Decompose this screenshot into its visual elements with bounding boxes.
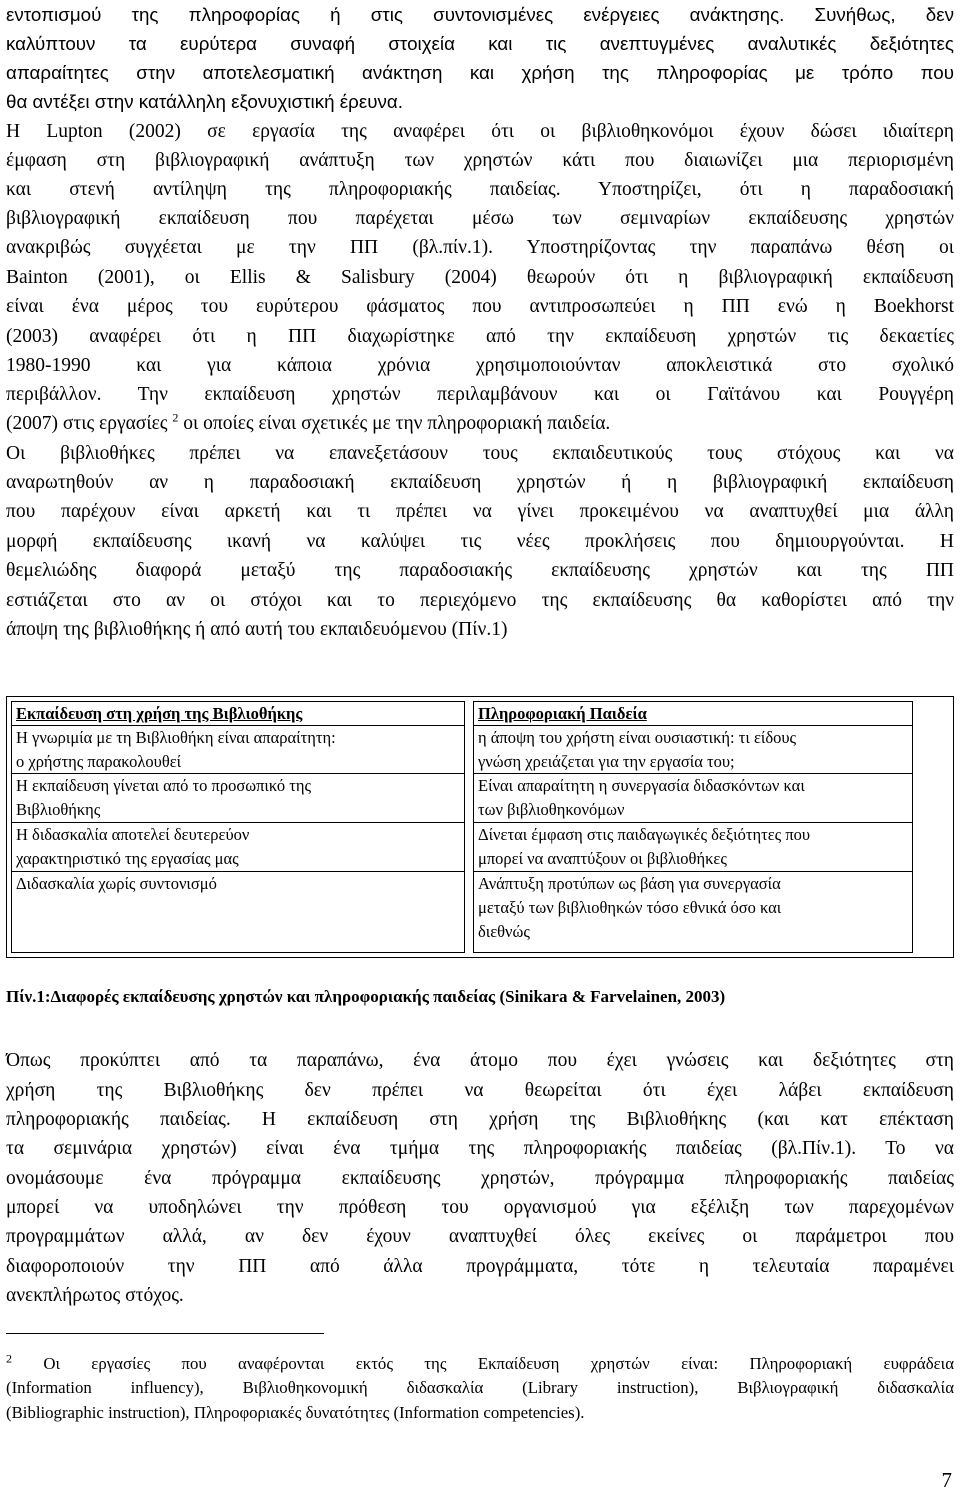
- paragraph-2-line: είναι ένα μέρος του ευρύτερου φάσματος που αντιπροσωπεύει η ΠΠ ενώ η Boekhorst: [6, 296, 954, 317]
- table-cell-right: [473, 773, 913, 823]
- paragraph-2-text: (2007) στις εργασίες: [6, 413, 168, 434]
- paragraph-2-line: περιβάλλον. Την εκπαίδευση χρηστών περιλαμβάνουν και οι Γαϊτάνου και Ρουγγέρη: [6, 384, 954, 405]
- table-cell-left: [11, 773, 465, 823]
- table-header-label: Πληροφοριακή Παιδεία: [478, 704, 647, 723]
- table-cell-line: ο χρήστης παρακολουθεί: [16, 752, 182, 771]
- footnote-text: Οι εργασίες που αναφέρονται εκτός της Εκπαίδευση χρηστών είναι: Πληροφοριακή ευφράδεια: [12, 1354, 954, 1373]
- paragraph-4-line: μπορεί να υποδηλώνει την πρόθεση του οργανισμού για εξέλιξη των παρεχομένων: [6, 1197, 954, 1218]
- paragraph-2-line: βιβλιογραφική εκπαίδευση που παρέχεται μέσω των σεμιναρίων εκπαίδευσης χρηστών: [6, 208, 954, 229]
- table-header-right: [473, 701, 913, 726]
- table-cell-line: Διδασκαλία χωρίς συντονισμό: [16, 874, 217, 893]
- paragraph-2-line: 1980-1990 και για κάποια χρόνια χρησιμοποιούνταν αποκλειστικά στο σχολικό: [6, 355, 954, 376]
- table-cell-line: των βιβλιοθηκονόμων: [478, 800, 625, 819]
- paragraph-3-line: άποψη της βιβλιοθήκης ή από αυτή του εκπαιδευόμενου (Πίν.1): [6, 619, 508, 640]
- paragraph-2-line: Η Lupton (2002) σε εργασία της αναφέρει ότι οι βιβλιοθηκονόμοι έχουν δώσει ιδιαίτερη: [6, 121, 954, 142]
- paragraph-1-line: θα αντέξει στην κατάλληλη εξονυχιστική έρευνα.: [6, 91, 403, 112]
- paragraph-2-line: (2003) αναφέρει ότι η ΠΠ διαχωρίστηκε από την εκπαίδευση χρηστών τις δεκαετίες: [6, 326, 954, 347]
- paragraph-1-line: εντοπισμού της πληροφορίας ή στις συντονισμένες ενέργειες ανάκτησης. Συνήθως, δεν: [6, 4, 954, 25]
- table-cell-right: [473, 871, 913, 953]
- comparison-table: [6, 696, 954, 958]
- table-cell-line: Δίνεται έμφαση στις παιδαγωγικές δεξιότητες που: [478, 825, 811, 844]
- footnote-reference[interactable]: 2: [172, 410, 179, 425]
- table-cell-line: χαρακτηριστικό της εργασίας μας: [16, 849, 239, 868]
- table-cell-line: η άποψη του χρήστη είναι ουσιαστική: τι είδους: [478, 728, 797, 747]
- footnote-line: [6, 1352, 954, 1376]
- paragraph-1-line: απαραίτητες στην αποτελεσματική ανάκτηση και χρήση της πληροφορίας με τρόπο που: [6, 62, 954, 83]
- table-cell-left: [11, 725, 465, 774]
- paragraph-3-line: θεμελιώδης διαφορά μεταξύ της παραδοσιακής εκπαίδευσης χρηστών και της ΠΠ: [6, 560, 954, 581]
- footnote-line: (Bibliographic instruction), Πληροφοριακές δυνατότητες (Information competencies).: [6, 1403, 585, 1422]
- paragraph-4-line: πληροφοριακής παιδείας. Η εκπαίδευση στη χρήση της Βιβλιοθήκης (και κατ επέκταση: [6, 1109, 954, 1130]
- table-cell-line: μεταξύ των βιβλιοθηκών τόσο εθνικά όσο και: [478, 898, 782, 917]
- table-cell-line: Είναι απαραίτητη η συνεργασία διδασκόντων και: [478, 776, 805, 795]
- page-number: 7: [941, 1468, 952, 1492]
- table-cell-line: Ανάπτυξη προτύπων ως βάση για συνεργασία: [478, 874, 781, 893]
- paragraph-4-line: Όπως προκύπτει από τα παραπάνω, ένα άτομο που έχει γνώσεις και δεξιότητες στη: [6, 1050, 954, 1071]
- paragraph-3-line: μορφή εκπαίδευσης ικανή να καλύψει τις νέες προκλήσεις που δημιουργούνται. Η: [6, 531, 954, 552]
- table-cell-right: [473, 822, 913, 872]
- table-cell-line: γνώση χρειάζεται για την εργασία του;: [478, 752, 735, 771]
- table-cell-left: [11, 822, 465, 872]
- paragraph-3-line: που παρέχουν είναι αρκετή και τι πρέπει να γίνει προκειμένου να αναπτυχθεί μια άλλη: [6, 501, 954, 522]
- paragraph-2-line: έμφαση στη βιβλιογραφική ανάπτυξη των χρηστών κάτι που διαιωνίζει μια περιορισμένη: [6, 150, 954, 171]
- paragraph-4-line: τα σεμινάρια χρηστών) είναι ένα τμήμα της πληροφοριακής παιδείας (βλ.Πίν.1). Το να: [6, 1138, 954, 1159]
- paragraph-2-last-line: [6, 409, 954, 438]
- paragraph-2-line: ανακριβώς συγχέεται με την ΠΠ (βλ.πίν.1). Υποστηρίζοντας την παραπάνω θέση οι: [6, 237, 954, 258]
- table-cell-left: [11, 871, 465, 953]
- paragraph-2-line: Bainton (2001), οι Ellis & Salisbury (2004) θεωρούν ότι η βιβλιογραφική εκπαίδευση: [6, 267, 954, 288]
- paragraph-2-line: και στενή αντίληψη της πληροφοριακής παιδείας. Υποστηρίζει, ότι η παραδοσιακή: [6, 179, 954, 200]
- paragraph-3-line: εστιάζεται στο αν οι στόχοι και το περιεχόμενο της εκπαίδευσης θα καθορίστει από την: [6, 590, 954, 611]
- table-caption: Πίν.1:Διαφορές εκπαίδευσης χρηστών και πληροφοριακής παιδείας (Sinikara & Farvelainen, 2003): [6, 987, 726, 1006]
- footnote-marker: 2: [6, 1351, 12, 1366]
- table-cell-line: Η διδασκαλία αποτελεί δευτερεύον: [16, 825, 250, 844]
- paragraph-3-line: αναρωτηθούν αν η παραδοσιακή εκπαίδευση χρηστών ή η βιβλιογραφική εκπαίδευση: [6, 472, 954, 493]
- table-cell-line: μπορεί να αναπτύξουν οι βιβλιοθήκες: [478, 849, 727, 868]
- paragraph-4-line: διαφοροποιούν την ΠΠ από άλλα προγράμματα, τότε η τελευταία παραμένει: [6, 1256, 954, 1277]
- paragraph-2-text: οι οποίες είναι σχετικές με την πληροφοριακή παιδεία.: [178, 413, 611, 434]
- footnote-separator: [6, 1333, 324, 1334]
- table-header-label: Εκπαίδευση στη χρήση της Βιβλιοθήκης: [16, 704, 303, 723]
- table-header-left: [11, 701, 465, 726]
- paragraph-4-line: προγραμμάτων αλλά, αν δεν έχουν αναπτυχθεί όλες εκείνες οι παράμετροι που: [6, 1226, 954, 1247]
- paragraph-1-line: καλύπτουν τα ευρύτερα συναφή στοιχεία και τις ανεπτυγμένες αναλυτικές δεξιότητες: [6, 33, 954, 54]
- table-cell-line: Η εκπαίδευση γίνεται από το προσωπικό της: [16, 776, 311, 795]
- table-cell-line: Η γνωριμία με τη Βιβλιοθήκη είναι απαραίτητη:: [16, 728, 336, 747]
- table-cell-line: Βιβλιοθήκης: [16, 800, 101, 819]
- paragraph-3-line: Οι βιβλιοθήκες πρέπει να επανεξετάσουν τους εκπαιδευτικούς τους στόχους και να: [6, 443, 954, 464]
- table-cell-right: [473, 725, 913, 774]
- paragraph-4-line: χρήση της Βιβλιοθήκης δεν πρέπει να θεωρείται ότι έχει λάβει εκπαίδευση: [6, 1080, 954, 1101]
- table-cell-line: διεθνώς: [478, 922, 530, 941]
- paragraph-4-line: ανεκπλήρωτος στόχος.: [6, 1285, 184, 1306]
- footnote-line: (Information influency), Βιβλιοθηκονομική διδασκαλία (Library instruction), Βιβλιογραφική διδασκαλία: [6, 1378, 954, 1397]
- paragraph-4-line: ονομάσουμε ένα πρόγραμμα εκπαίδευσης χρηστών, πρόγραμμα πληροφοριακής παιδείας: [6, 1168, 954, 1189]
